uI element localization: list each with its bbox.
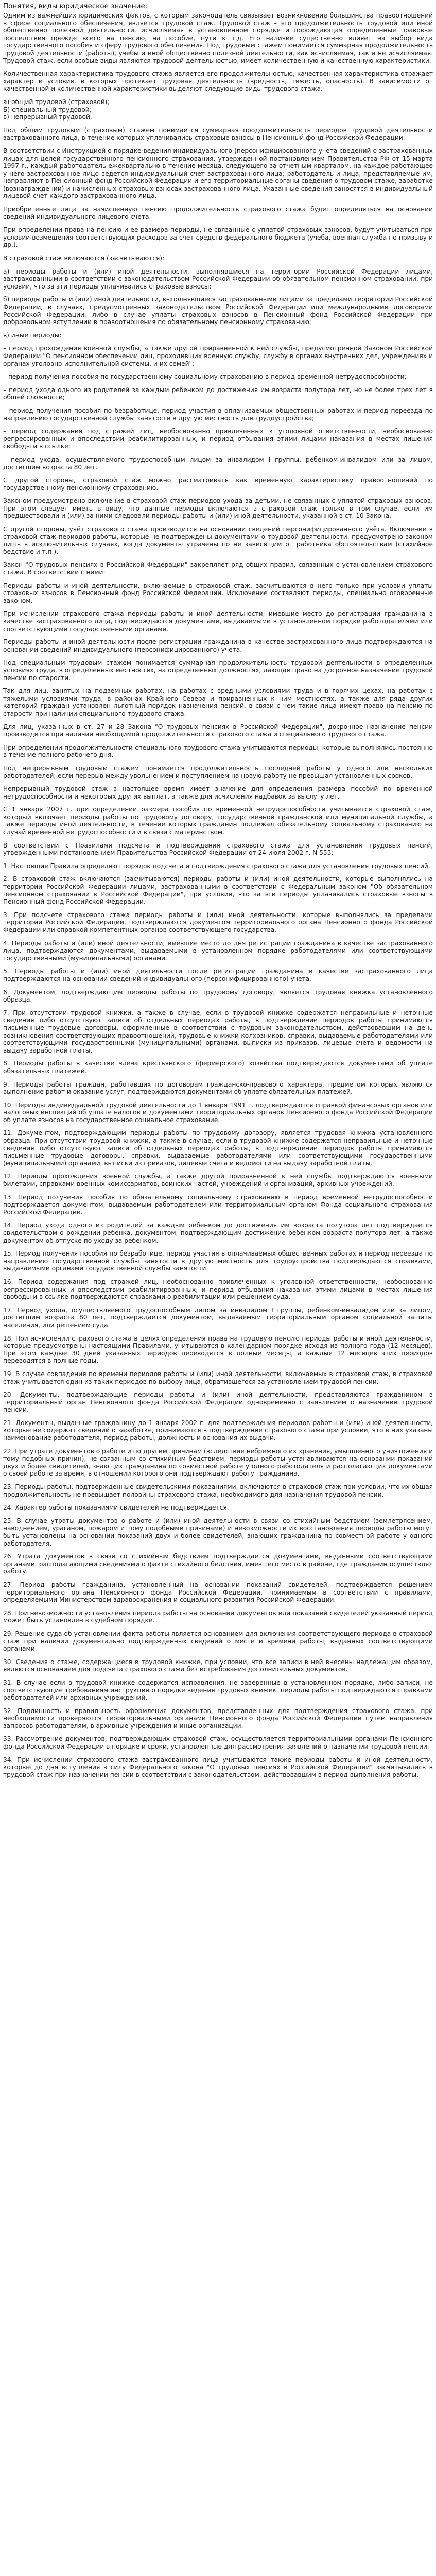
document-paragraph: 13. Период получения пособия по обязательному социальному страхованию в период временной нетрудоспособности подтверждается документом, выдаваемым работодателем или территориальным органом Фонда социального страхования Российской Федерации. [3,1193,433,1216]
document-paragraph: Под специальным трудовым стажем понимается суммарная продолжительность трудовой деятельности в определенных условиях труда, в определенных местностях, на определенных должностях, дающая право на досрочное назначение трудовой пенсии по старости. [3,659,433,682]
document-paragraph: 33. Рассмотрение документов, подтверждающих страховой стаж, осуществляется территориальными органами Пенсионного фонда Российской Федерации в порядке и сроки, установленные для рассмотрения заявлений о назначении трудовой пенсии. [3,1735,433,1751]
document-paragraph: С другой стороны, страховой стаж можно рассматривать как временную характеристику правоотношений по государственному пенсионному страхованию. [3,477,433,492]
document-paragraph: 7. При отсутствии трудовой книжки, а также в случае, если в трудовой книжке содержатся неправильные и неточные сведения либо отсутствуют записи об отдельных периодах работы, в подтверждение периодов работы принимаются письменные трудовые договоры, оформленные в соответствии с трудовым законодательством, действовавшим на день возникновения соответствующих правоотношений, трудовые книжки колхозников, справки, выдаваемые работодателями или соответствующими государственными (муниципальными) органами, выписки из приказов, лицевые счета и ведомости на выдачу заработной платы. [3,1009,433,1054]
document-paragraph: б) периоды работы и (или) иной деятельности, выполнявшиеся застрахованными лицами за пределами территории Российской Федерации, в случаях, предусмотренных законодательством Российской Федерации или международными договорами Российской Федерации, либо в случае уплаты страховых взносов в Пенсионный фонд Российской Федерации при добровольном вступлении в правоотношения по обязательному пенсионному страхованию; [3,296,433,326]
document-paragraph: Для лиц, указанных в ст. 27 и 28 Закона "О трудовых пенсиях в Российской Федерации", досрочное назначение пенсии производится при наличии необходимой продолжительности страхового стажа и специального трудового стажа. [3,723,433,738]
document-paragraph: 21. Документы, выданные гражданину до 1 января 2002 г. для подтверждения периодов работы и (или) иной деятельности, которые не содержат сведений о заработке, принимаются в подтверждение страхового стажа при условии, что в них указаны наименование работодателя, период работы, должность и основания их выдачи. [3,1419,433,1442]
document-paragraph: В страховой стаж включаются (засчитываются): [3,255,165,262]
document-paragraph: Одним из важнейших юридических фактов, с которым законодатель связывает возникновение большинства правоотношений в сфере социального обеспечения, является трудовой стаж. Трудовой стаж – это продолжительность трудовой или иной общественно полезной деятельности, исчисляемая в установленном порядке и порождающая определенные правовые последствия прежде всего на пенсию, на пособие, пути к т.д. Его наличие существенно влияет на выбор вида государственного пособия и сферу трудового обеспечения. Под трудовым стажем понимается суммарная продолжительность трудовой деятельности (работы), учебы и иной общественно полезной деятельности, как исчисляемая, так и не исчисляемая. Трудовой стаж, если особые виды являются трудовой деятельностью, имеет количественную и качественную характеристики. [3,12,433,64]
document-paragraph: 24. Характер работы показаниями свидетелей не подтверждается. [3,1504,229,1512]
document-paragraph: 9. Периоды работы граждан, работавших по договорам гражданско-правового характера, предметом которых являются выполнение работ и оказание услуг, подтверждаются документами об уплате обязательных платежей. [3,1080,433,1096]
document-paragraph: Закон "О трудовых пенсиях в Российской Федерации" закрепляет ряд общих правил, связанных с установлением страхового стажа. В соответствии с ними: [3,561,433,577]
document-paragraph: 23. Периоды работы, подтвержденные свидетельскими показаниями, включаются в страховой стаж при условии, что их общая продолжительность не превышает половины страхового стажа, необходимого для назначения трудовой пенсии. [3,1483,433,1498]
document-paragraph: 8. Периоды работы в качестве члена крестьянского (фермерского) хозяйства подтверждаются документами об уплате обязательных платежей. [3,1060,433,1075]
document-paragraph: С 1 января 2007 г. при определении размера пособия по временной нетрудоспособности учитывается страховой стаж, который включает периоды работы по трудовому договору, государственной гражданской или муниципальной службы, а также периоды иной деятельности, в течение которых гражданин подлежал обязательному социальному страхованию на случай временной нетрудоспособности и в связи с материнством. [3,806,433,836]
document-paragraph: 28. При невозможности установления периода работы на основании документов или показаний свидетелей указанный период может быть установлен в судебном порядке. [3,1609,433,1624]
document-paragraph: В соответствии с Инструкцией о порядке ведения индивидуального (персонифицированного учета сведений о застрахованных лицах для целей государственного пенсионного страхования, утвержденной постановлением Правительства РФ от 15 марта 1997 г., каждый работодатель ежеквартально в течение месяца, следующего за отчетным кварталом, на каждое работающее у него застрахованное лицо ведется индивидуальный счет застрахованного лица; работодатель и лица, представляемые им, направляют в Пенсионный фонд Российской Федерации и его территориальные органы сведения о трудовом стаже, заработке (вознаграждении) и начисленных страховых взносах застрахованного лица. Указанные сведения заносятся в индивидуальный лицевой счет каждого застрахованного лица. [3,147,433,200]
document-paragraph: Законом предусмотрено включение в страховой стаж периодов ухода за детьми, не связанных с уплатой страховых взносов. При этом следует иметь в виду, что данные периоды включаются в страховой стаж только в том случае, если им предшествовали и (или) за ними следовали периоды работы и (или) иной деятельности, указанной в ст. 10 Закона. [3,497,433,520]
document-paragraph: – период получения пособия по безработице, период участия в оплачиваемых общественных работах и период переезда по направлению государственной службы занятости в другую местность для трудоустройства; [3,406,433,422]
document-paragraph: Под непрерывным трудовым стажем понимается продолжительность последней работы у одного или нескольких работодателей, если перерыв между увольнением и поступлением на новую работу не превышал установленных сроков. [3,764,433,779]
document-paragraph: 12. Периоды прохождения военной службы, а также другой приравненной к ней службы подтверждаются военными билетами, справками военных комиссариатов, воинских частей, учреждений и организаций, архивных учреждений. [3,1173,433,1188]
document-paragraph: 30. Сведения о стаже, содержащиеся в трудовой книжке, при условии, что все записи в ней внесены надлежащим образом, являются основанием для подсчета страхового стажа без истребования дополнительных документов. [3,1658,433,1673]
document-paragraph: 10. Периоды индивидуальной трудовой деятельности до 1 января 1991 г. подтверждаются справкой финансовых органов или налоговых инспекций об уплате налогов и документами территориальных органов Пенсионного фонда Российской Федерации об уплате взносов на государственное социальное страхование. [3,1101,433,1124]
document-paragraph: 25. В случае утраты документов о работе и (или) иной деятельности в связи со стихийным бедствием (землетрясением, наводнением, ураганом, пожаром и тому подобными причинами) и невозможности их восстановления периоды работы могут быть установлены на основании показаний двух и более свидетелей, знающих гражданина по совместной работе у одного работодателя. [3,1517,433,1547]
document-paragraph: 17. Период ухода, осуществляемого трудоспособным лицом за инвалидом I группы, ребенком-инвалидом или за лицом, достигшим возраста 80 лет, подтверждается документом, выдаваемым территориальным органом социальной защиты населения, или решением суда. [3,1306,433,1329]
document-paragraph: Периоды работы и иной деятельности, включаемые в страховой стаж, засчитываются в него только при условии уплаты страховых взносов в Пенсионный фонд Российской Федерации. Исключение составляют периоды, специально оговоренные законом. [3,582,433,604]
document-paragraph: В соответствии с Правилами подсчета и подтверждения страхового стажа для установления трудовых пенсий, утвержденными постановлением Правительства Российской Федерации от 24 июля 2002 г. N 555: [3,841,433,857]
document-paragraph: 16. Период содержания под стражей лиц, необоснованно привлеченных к уголовной ответственности, необоснованно репрессированных и впоследствии реабилитированных, и период отбывания наказания этими лицами в местах лишения свободы и в ссылке подтверждаются справками о реабилитации или решением суда. [3,1278,433,1301]
document-paragraph: 1. Настоящие Правила определяют порядок подсчета и подтверждения страхового стажа для установления трудовых пенсий. [3,862,430,870]
document-paragraph: – период содержания под стражей лиц, необоснованно привлеченных к уголовной ответственности, необоснованно репрессированных и впоследствии реабилитированных, и период отбывания этими лицами наказания в местах лишения свободы и в ссылке; [3,428,433,450]
document-paragraph: 18. При исчислении страхового стажа в целях определения права на трудовую пенсию периоды работы и иной деятельности, которые предусмотрены настоящими Правилами, учитываются в календарном порядке исходя из полного года (12 месяцев). При этом каждые 30 дней указанных периодов переводятся в полные месяцы, а каждые 12 месяцев этих периодов переводятся в полные годы. [3,1334,433,1365]
document-paragraph: При определении продолжительности специального трудового стажа учитываются периоды, которые выполнялись постоянно в течение полного рабочего дня. [3,743,433,759]
document-paragraph: а) общий трудовой (страховой); Б) специальный трудовой; в) непрерывный трудовой. [3,98,110,121]
document-paragraph: Так для лиц, занятых на подземных работах, на работах с вредными условиями труда и в горячих цехах, на работах с тяжелыми условиями труда, в районах Крайнего Севера и приравненных к ним местностях, а также для ряда других категорий граждан установлен льготный порядок назначения пенсий, в связи с чем такие лица имеют право на пенсию по старости при наличии специального трудового стажа. [3,687,433,717]
document-paragraph: С другой стороны, учёт страхового стажа производится на основании сведений персонифицированного учёта. Включение в страховой стаж периодов работы, которые не подтверждены документами о трудовой деятельности, предусмотрено законом лишь в исключительных случаях, когда документы утрачены по не зависящим от работника обстоятельствам (стихийное бедствие и т.п.). [3,526,433,555]
document-paragraph: 19. В случае совпадения по времени периодов работы и (или) иной деятельности, включаемых в страховой стаж, в страховой стаж учитывается один из таких периодов по выбору лица, обратившегося за установлением трудовой пенсии. [3,1370,433,1385]
document-paragraph: 26. Утрата документов в связи со стихийным бедствием подтверждается документами, выданными соответствующими органами, располагающими сведениями о факте стихийного бедствия, имевшего место в районе, где гражданин осуществлял работу. [3,1553,433,1575]
document-paragraph: 2. В страховой стаж включаются (засчитываются) периоды работы и (или) иной деятельности, которые выполнялись на территории Российской Федерации лицами, застрахованными в соответствии с Федеральным законом "Об обязательном пенсионном страховании в Российской Федерации", при условии, что за эти периоды уплачивались страховые взносы в Пенсионный фонд Российской Федерации. [3,875,433,906]
document-paragraph: в) иные периоды: [3,331,62,339]
document-paragraph: 22. При утрате документов о работе и по другим причинам (вследствие небрежного их хранения, умышленного уничтожения и тому подобных причин), не связанным со стихийным бедствием, периоды работы устанавливаются на основании показаний двух и более свидетелей, знающих гражданина по совместной работе у одного работодателя и располагающих документами о своей работе за время, в отношении которого они подтверждают работу гражданина. [3,1447,433,1478]
document-paragraph: 4. Периоды работы и (или) иной деятельности, имевшие место до дня регистрации гражданина в качестве застрахованного лица, подтверждаются документами, выдаваемыми в установленном порядке работодателями или соответствующими государственными (муниципальными) органами. [3,939,433,962]
document-paragraph: 29. Решение суда об установлении факта работы является основанием для включения соответствующего периода в страховой стаж при наличии документально подтвержденных сведений о месте и времени работы, выданных соответствующими органами. [3,1630,433,1653]
document-paragraph: При определении права на пенсию и ее размера периоды, не связанные с уплатой страховых взносов, будут учитываться при условии возмещения соответствующих расходов за счет средств федерального бюджета (учеба, военная служба по призыву и др.). [3,226,433,249]
document-paragraph: 15. Период получения пособия по безработице, период участия в оплачиваемых общественных работах и период переезда по направлению государственной службы занятости в другую местность для трудоустройства подтверждаются справками, выдаваемыми органами государственной службы занятости. [3,1250,433,1273]
document-paragraph: 11. Документом, подтверждающим периоды работы по трудовому договору, является трудовая книжка установленного образца. При отсутствии трудовой книжки, а также в случае, если в трудовой книжке содержатся неправильные и неточные сведения либо отсутствуют записи об отдельных периодах работы, в подтверждение периодов работы принимаются письменные трудовые договоры, справки, выдаваемые работодателями или соответствующими государственными (муниципальными) органами, выписки из приказов, лицевые счета и ведомости на выдачу заработной платы. [3,1129,433,1167]
document-paragraph: 27. Период работы гражданина, установленный на основании показаний свидетелей, подтверждается решением территориального органа Пенсионного фонда Российской Федерации, принимаемым в соответствии с правилами, определяемыми Министерством здравоохранения и социального развития Российской Федерации. [3,1581,433,1604]
document-paragraph: 5. Периоды работы и (или) иной деятельности после регистрации гражданина в качестве застрахованного лица подтверждаются на основании сведений индивидуального (персонифицированного) учета. [3,968,433,982]
document-paragraph: Периоды работы и иной деятельности после регистрации гражданина в качестве застрахованного лица подтверждаются на основании сведений индивидуального (персонифицированного) учета. [3,638,433,653]
document-paragraph: – период получения пособия по государственному социальному страхованию в период временной нетрудоспособности; [3,373,407,381]
document-paragraph: 6. Документом, подтверждающим периоды работы по трудовому договору, является трудовая книжка установленного образца. [3,988,433,1004]
document-paragraph: 32. Подлинность и правильность оформления документов, представленных для подтверждения страхового стажа, при необходимости проверяются территориальными органами Пенсионного фонда Российской Федерации путем направления запросов работодателям, в архивные учреждения и иные организации. [3,1707,433,1730]
document-paragraph: Приобретенные лица за начисленную пенсию продолжительность страхового стажа будет определяться на основании сведений индивидуального лицевого счета. [3,206,433,221]
document-paragraph: Под общим трудовым (страховым) стажем понимается суммарная продолжительность периодов трудовой деятельности застрахованного лица, в течение которых уплачивались страховые взносы в Пенсионный фонд Российской Федерации. [3,126,433,142]
document-paragraph: – период ухода, осуществляемого трудоспособным лицом за инвалидом I группы, ребенком-инвалидом или за лицом, достигшим возраста 80 лет. [3,455,433,471]
document-body [3,12,433,1778]
document-paragraph: 14. Период ухода одного из родителей за каждым ребенком до достижения им возраста полутора лет подтверждается свидетельством о рождении ребенка, документом, подтверждающим достижение ребенком возраста полутора лет, а также документом об отпуске по уходу за ребенком. [3,1222,433,1244]
document-paragraph: 3. При подсчете страхового стажа периоды работы и (или) иной деятельности, которые выполнялись за пределами территории Российской Федерации, подтверждаются документом территориального органа Пенсионного фонда Российской Федерации или справкой компетентных органов соответствующего государства. [3,911,433,934]
document-paragraph: 31. В случае если в трудовой книжке содержатся исправления, не заверенные в установленном порядке, либо записи, не соответствующие требованиям инструкции о порядке ведения трудовых книжек, периоды работы подтверждаются справками работодателей или архивных учреждений. [3,1679,433,1702]
document-paragraph: 34. При исчислении страхового стажа застрахованного лица учитываются также периоды работы и иной деятельности, которые до дня вступления в силу Федерального закона "О трудовых пенсиях в Российской Федерации" засчитывались в трудовой стаж при назначении пенсии в соответствии с законодательством, действовавшим в период выполнения работы. [3,1756,433,1778]
document-paragraph: При исчислении страхового стажа периоды работы и иной деятельности, имевшие место до регистрации гражданина в качестве застрахованного лица, подтверждаются документами, выдаваемыми в установленном порядке работодателями или соответствующими государственными органами. [3,610,433,633]
document-paragraph: – период прохождения военной службы, а также другой приравненной к ней службы, предусмотренной Законом Российской Федерации "О пенсионном обеспечении лиц, проходивших военную службу, службу в органах внутренних дел, учреждениях и органах уголовно-исполнительной системы, и их семей"; [3,345,433,367]
document-paragraph: Количественная характеристика трудового стажа является его продолжительностью, качественная характеристика отражает характер и условия, в которых протекает трудовая деятельность (вредность, тяжесть, опасность). В зависимости от качественной и количественной характеристики выделяют следующие виды трудового стажа: [3,70,433,93]
document-paragraph: а) периоды работы и (или) иной деятельности, выполнявшиеся на территории Российской Федерации лицами, застрахованными в соответствии с законодательством Российской Федерации об обязательном пенсионном страховании, при условии, что за эти периоды уплачивались страховые взносы; [3,267,433,290]
document-paragraph: Непрерывный трудовой стаж в настоящее время имеет значение для определения размера пособий по временной нетрудоспособности и некоторых других выплат, а также для исчисления надбавок за выслугу лет. [3,785,433,800]
document-paragraph: – период ухода одного из родителей за каждым ребенком до достижения им возраста полутора лет, но не более трех лет в общей сложности; [3,386,433,401]
document-title: Понятия, виды юридическое значение: [3,2,148,10]
document-paragraph: 20. Документы, подтверждающие периоды работы и (или) иной деятельности, представляются гражданином в территориальный орган Пенсионного фонда Российской Федерации одновременно с заявлением о назначении трудовой пенсии. [3,1391,433,1414]
